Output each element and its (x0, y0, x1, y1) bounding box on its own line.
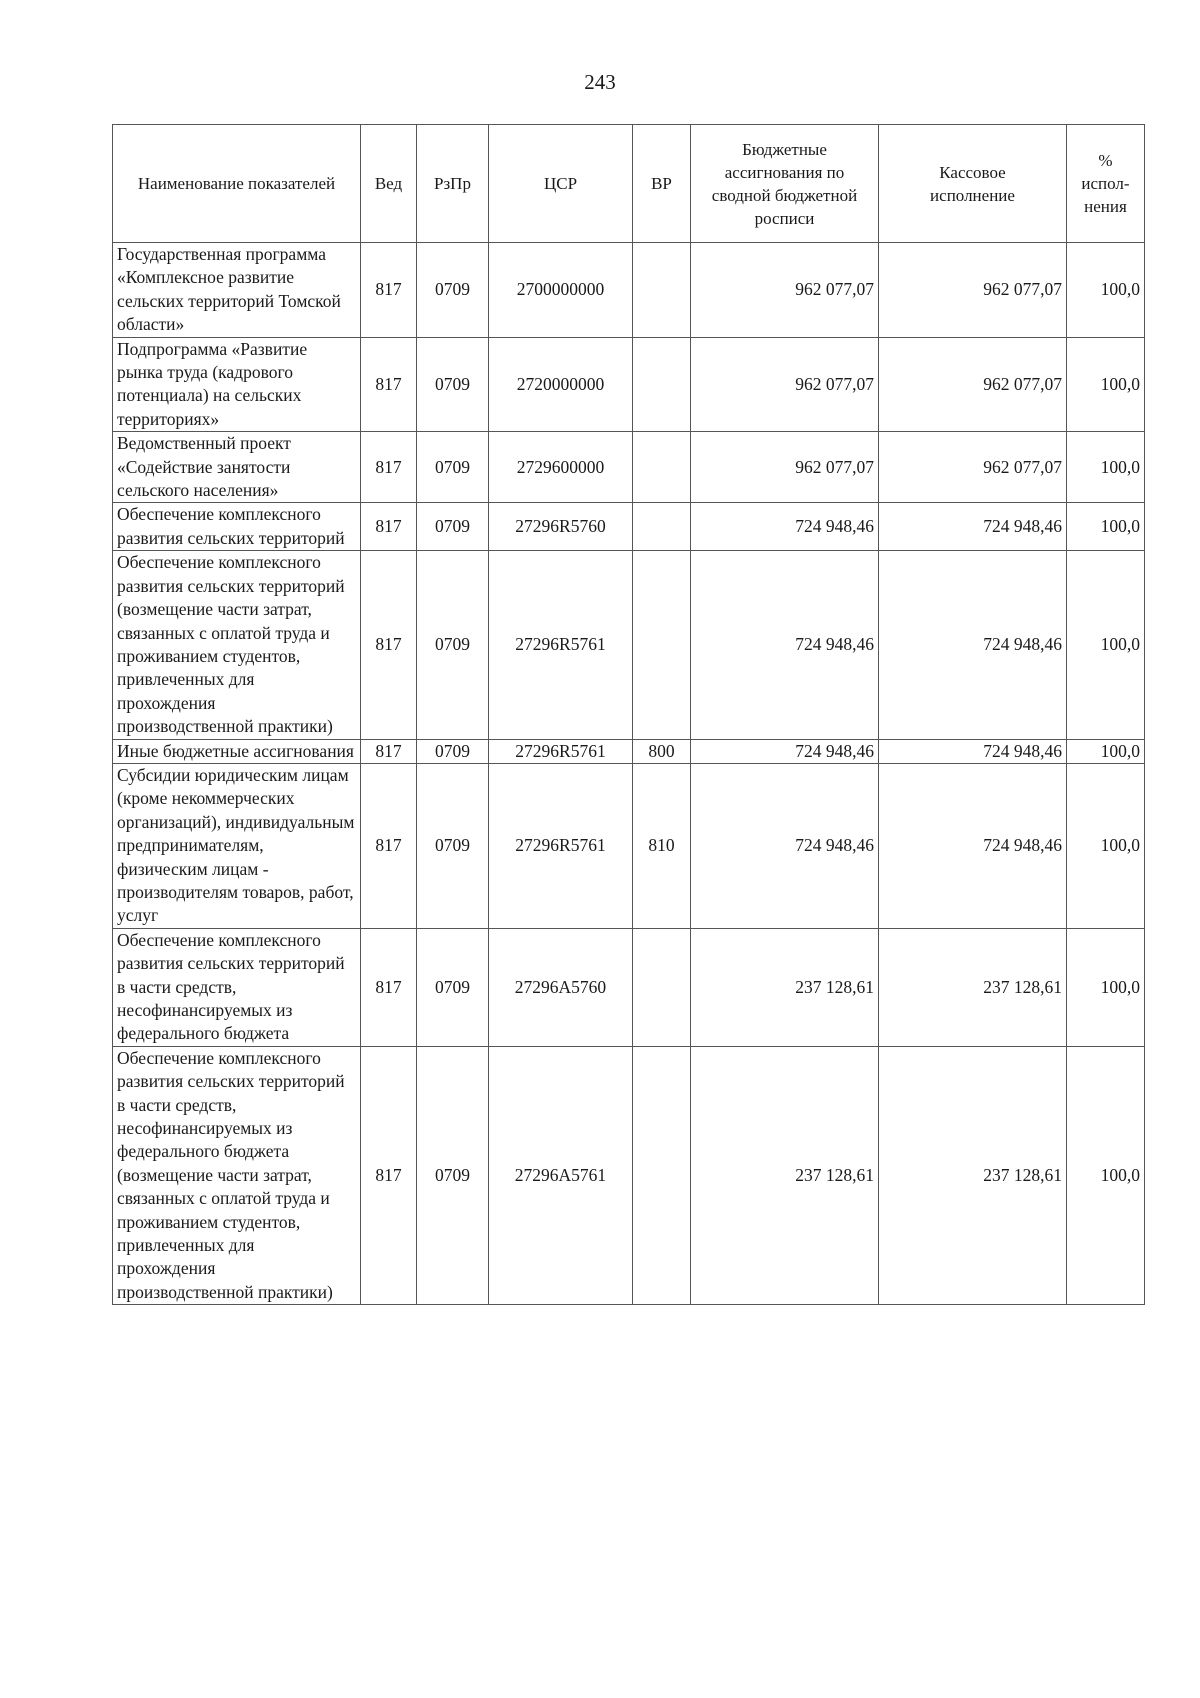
row-assigned: 962 077,07 (691, 337, 879, 432)
row-ved: 817 (361, 1046, 417, 1304)
row-csr: 27296R5761 (489, 551, 633, 739)
row-percent: 100,0 (1067, 551, 1145, 739)
row-ved: 817 (361, 739, 417, 763)
table-row (113, 243, 1145, 338)
row-assigned: 237 128,61 (691, 928, 879, 1046)
row-csr: 2729600000 (489, 432, 633, 503)
table-row (113, 928, 1145, 1046)
row-csr: 27296A5760 (489, 928, 633, 1046)
row-executed: 962 077,07 (879, 243, 1067, 338)
row-assigned: 962 077,07 (691, 432, 879, 503)
row-assigned: 724 948,46 (691, 739, 879, 763)
header-name: Наименование показателей (113, 125, 361, 243)
row-rzpr: 0709 (417, 763, 489, 928)
row-executed: 724 948,46 (879, 503, 1067, 551)
row-executed: 724 948,46 (879, 551, 1067, 739)
table-row (113, 763, 1145, 928)
row-name: Обеспечение комплексного развития сельских территорий в части средств, несофинансируемых из федерального бюджета (113, 928, 361, 1046)
row-name: Ведомственный проект «Содействие занятости сельского населения» (113, 432, 361, 503)
row-percent: 100,0 (1067, 1046, 1145, 1304)
row-rzpr: 0709 (417, 928, 489, 1046)
row-name: Подпрограмма «Развитие рынка труда (кадрового потенциала) на сельских территориях» (113, 337, 361, 432)
row-executed: 962 077,07 (879, 337, 1067, 432)
row-vr (633, 928, 691, 1046)
row-assigned: 724 948,46 (691, 551, 879, 739)
row-executed: 237 128,61 (879, 928, 1067, 1046)
row-csr: 27296R5761 (489, 739, 633, 763)
row-rzpr: 0709 (417, 337, 489, 432)
row-rzpr: 0709 (417, 432, 489, 503)
table-row (113, 503, 1145, 551)
row-executed: 962 077,07 (879, 432, 1067, 503)
row-vr: 800 (633, 739, 691, 763)
row-executed: 237 128,61 (879, 1046, 1067, 1304)
row-percent: 100,0 (1067, 432, 1145, 503)
row-name: Субсидии юридическим лицам (кроме некоммерческих организаций), индивидуальным предпринимателям, физическим лицам - производителям товаров, работ, услуг (113, 763, 361, 928)
table-row (113, 1046, 1145, 1304)
row-assigned: 237 128,61 (691, 1046, 879, 1304)
row-csr: 2700000000 (489, 243, 633, 338)
header-csr: ЦСР (489, 125, 633, 243)
header-vr: ВР (633, 125, 691, 243)
row-name: Государственная программа «Комплексное развитие сельских территорий Томской области» (113, 243, 361, 338)
row-vr (633, 337, 691, 432)
row-csr: 27296A5761 (489, 1046, 633, 1304)
row-percent: 100,0 (1067, 739, 1145, 763)
row-vr (633, 243, 691, 338)
table-header-row (113, 125, 1145, 243)
row-vr (633, 503, 691, 551)
row-assigned: 724 948,46 (691, 503, 879, 551)
page-number: 243 (584, 70, 616, 94)
row-vr (633, 1046, 691, 1304)
header-percent: % испол-нения (1067, 125, 1145, 243)
row-name: Обеспечение комплексного развития сельских территорий в части средств, несофинансируемых из федерального бюджета (возмещение части затрат, связанных с оплатой труда и проживанием студентов, привлеченных для прохождения производственной практики) (113, 1046, 361, 1304)
table-row (113, 337, 1145, 432)
row-name: Иные бюджетные ассигнования (113, 739, 361, 763)
row-executed: 724 948,46 (879, 763, 1067, 928)
budget-execution-table (112, 124, 1145, 1305)
row-ved: 817 (361, 503, 417, 551)
row-assigned: 724 948,46 (691, 763, 879, 928)
row-vr: 810 (633, 763, 691, 928)
row-csr: 27296R5761 (489, 763, 633, 928)
header-ved: Вед (361, 125, 417, 243)
row-ved: 817 (361, 551, 417, 739)
row-percent: 100,0 (1067, 763, 1145, 928)
row-rzpr: 0709 (417, 1046, 489, 1304)
row-percent: 100,0 (1067, 503, 1145, 551)
header-executed: Кассовое исполнение (879, 125, 1067, 243)
row-ved: 817 (361, 337, 417, 432)
row-assigned: 962 077,07 (691, 243, 879, 338)
row-rzpr: 0709 (417, 503, 489, 551)
row-csr: 27296R5760 (489, 503, 633, 551)
row-ved: 817 (361, 928, 417, 1046)
row-name: Обеспечение комплексного развития сельских территорий (возмещение части затрат, связанных с оплатой труда и проживанием студентов, привлеченных для прохождения производственной практики) (113, 551, 361, 739)
row-rzpr: 0709 (417, 243, 489, 338)
row-ved: 817 (361, 763, 417, 928)
row-rzpr: 0709 (417, 551, 489, 739)
row-vr (633, 551, 691, 739)
row-executed: 724 948,46 (879, 739, 1067, 763)
table-row (113, 551, 1145, 739)
table-row (113, 739, 1145, 763)
row-vr (633, 432, 691, 503)
row-csr: 2720000000 (489, 337, 633, 432)
row-percent: 100,0 (1067, 337, 1145, 432)
row-ved: 817 (361, 243, 417, 338)
header-assigned: Бюджетные ассигнования по сводной бюджетной росписи (691, 125, 879, 243)
row-percent: 100,0 (1067, 243, 1145, 338)
row-name: Обеспечение комплексного развития сельских территорий (113, 503, 361, 551)
header-rzpr: РзПр (417, 125, 489, 243)
row-percent: 100,0 (1067, 928, 1145, 1046)
table-row (113, 432, 1145, 503)
row-ved: 817 (361, 432, 417, 503)
row-rzpr: 0709 (417, 739, 489, 763)
